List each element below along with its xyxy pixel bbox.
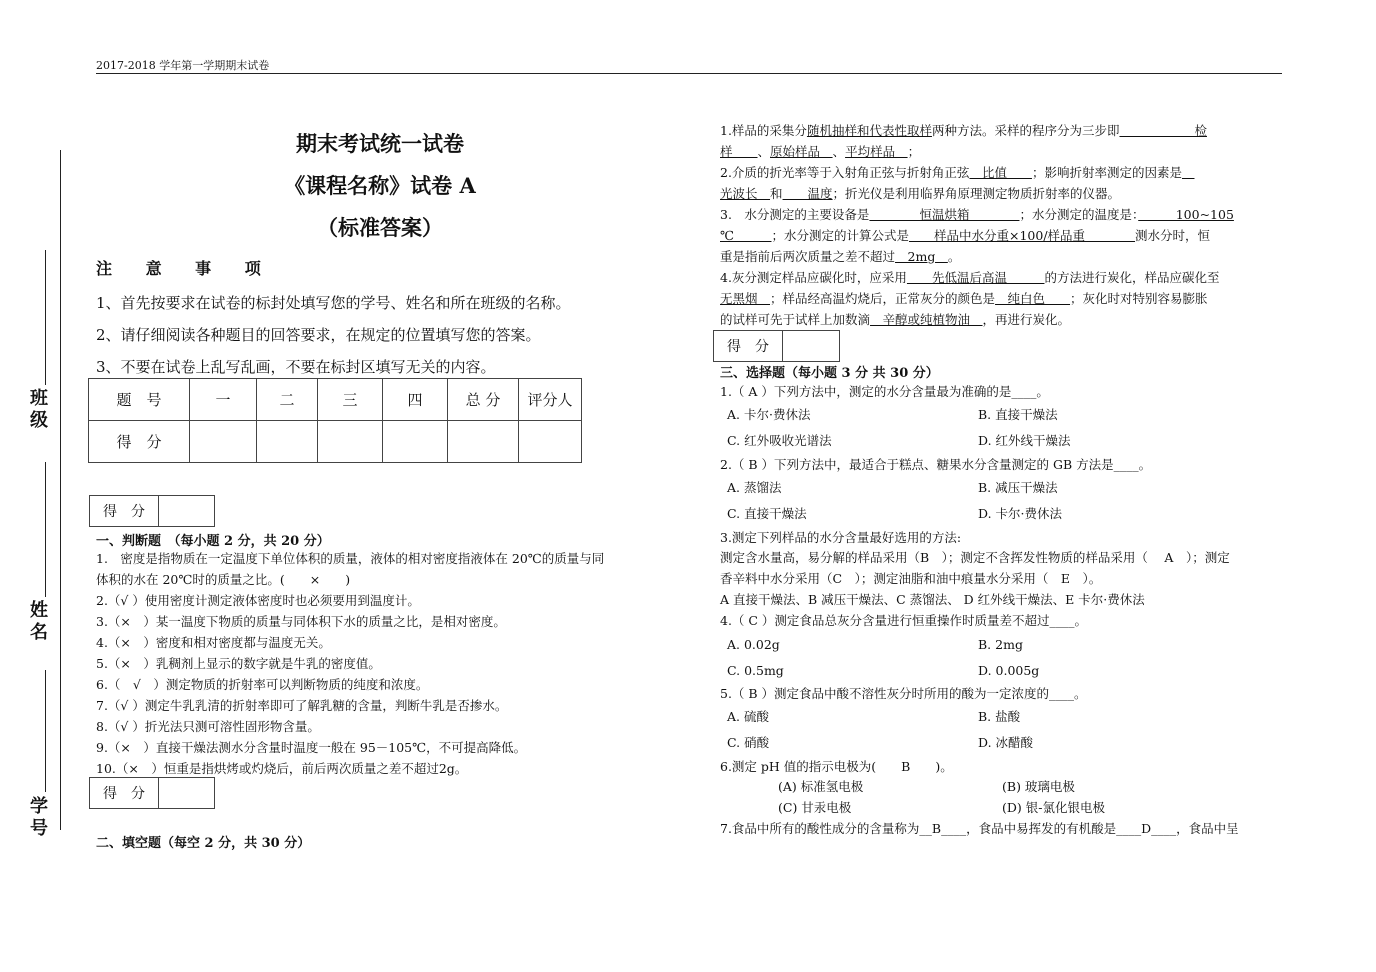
choice-option: D. 卡尔·费休法 xyxy=(978,506,1062,521)
name-label: 姓名 xyxy=(30,600,48,643)
fill-answer xyxy=(1182,165,1195,180)
judge-item: 5.（× ）乳稠剂上显示的数字就是牛乳的密度值。 xyxy=(96,656,381,671)
fill-line xyxy=(720,162,1282,183)
fill-text: ；灰化时对特别容易膨胀 xyxy=(1070,291,1208,306)
judge-item: 3.（× ）某一温度下物质的质量与同体积下水的质量之比，是相对密度。 xyxy=(96,614,506,629)
fill-line xyxy=(720,120,1282,141)
choice-option: C. 红外吸收光谱法 xyxy=(727,433,832,448)
choice-question-4: 4.（ C ）测定食品总灰分含量进行恒重操作时质量差不超过____。 xyxy=(720,613,1087,628)
fill-section-title: 二、填空题（每空 2 分，共 30 分） xyxy=(96,836,311,851)
choice-q3-line: 香辛料中水分采用（C ）；测定油脂和油中痕量水分采用（ E ）。 xyxy=(720,571,1102,586)
fill-text: ；水分测定的计算公式是 xyxy=(771,228,909,243)
score-box-value[interactable] xyxy=(159,496,215,527)
choice-option: A. 0.02g xyxy=(727,637,780,652)
choice-question-7: 7.食品中所有的酸性成分的含量称为__B____，食品中易挥发的有机酸是____D____，食品中呈 xyxy=(720,821,1239,836)
choice-option: (D) 银-氯化银电极 xyxy=(1002,800,1105,815)
fill-answer: 先低温后高温 xyxy=(906,270,1045,285)
score-header-cell: 评分人 xyxy=(519,379,582,421)
fill-answer: 恒温烘箱 xyxy=(869,207,1020,222)
fill-text: 1.样品的采集分 xyxy=(720,123,807,138)
fill-text: 。 xyxy=(947,249,961,264)
choice-option: A. 硫酸 xyxy=(727,709,769,724)
fill-text: 4.灰分测定样品应碳化时，应采用 xyxy=(720,270,907,285)
section3-score-box xyxy=(713,330,840,362)
judge-item: 2.（√ ）使用密度计测定液体密度时也必须要用到温度计。 xyxy=(96,593,420,608)
judge-item: 7.（√ ）测定牛乳乳清的折射率即可了解乳糖的含量，判断牛乳是否掺水。 xyxy=(96,698,508,713)
fill-text: 、 xyxy=(832,144,846,159)
exam-subtitle: 《课程名称》试卷 A xyxy=(284,173,476,198)
choice-option: C. 硝酸 xyxy=(727,735,770,750)
choice-q3-line: 测定含水量高，易分解的样品采用（B ）；测定不含挥发性物质的样品采用（ A ）；测定 xyxy=(720,550,1230,565)
fill-line xyxy=(720,288,1282,309)
fill-line xyxy=(720,309,1282,330)
choice-option: (A) 标准氢电极 xyxy=(778,779,864,794)
fill-answer: 比值 xyxy=(969,165,1032,180)
fill-line xyxy=(720,204,1282,225)
fill-answer: 随机抽样和代表性取样 xyxy=(806,123,932,138)
choice-question-1: 1.（ A ）下列方法中，测定的水分含量最为准确的是____。 xyxy=(720,384,1049,399)
choice-option: (B) 玻璃电极 xyxy=(1002,779,1075,794)
judge-item: 8.（√ ）折光法只测可溶性固形物含量。 xyxy=(96,719,320,734)
judge-item: 6.（ √ ）测定物质的折射率可以判断物质的纯度和浓度。 xyxy=(96,677,429,692)
choice-option: B. 2mg xyxy=(978,637,1023,652)
judge-item: 体积的水在 20℃时的质量之比。( × ) xyxy=(96,572,351,587)
choice-question-5: 5.（ B ）测定食品中酸不溶性灰分时所用的酸为一定浓度的____。 xyxy=(720,686,1087,701)
notice-rule-2: 2、请仔细阅读各种题目的回答要求，在规定的位置填写您的答案。 xyxy=(96,326,541,344)
choice-option: A. 蒸馏法 xyxy=(727,480,782,495)
id-fill-line[interactable] xyxy=(45,670,46,792)
choice-section-title: 三、选择题（每小题 3 分 共 30 分） xyxy=(720,366,939,381)
exam-title: 期末考试统一试卷 xyxy=(296,131,464,156)
fill-line xyxy=(720,141,1282,162)
score-value-row xyxy=(89,421,582,463)
fill-answer: 100~105 xyxy=(1138,207,1234,222)
choice-question-3: 3.测定下列样品的水分含量最好选用的方法: xyxy=(720,530,962,545)
score-box-value[interactable] xyxy=(783,331,840,362)
fill-answer: 样品中水分重×100/样品重 xyxy=(909,228,1136,243)
fill-line xyxy=(720,183,1282,204)
score-box-value[interactable] xyxy=(159,778,215,809)
fill-line xyxy=(720,246,1282,267)
header-rule xyxy=(96,73,1282,74)
judge-item: 9.（× ）直接干燥法测水分含量时温度一般在 95－105℃，不可提高降低。 xyxy=(96,740,527,755)
section1-score-box xyxy=(89,495,215,527)
fill-text: 的方法进行炭化，样品应碳化至 xyxy=(1044,270,1220,285)
fill-text: ；折光仪是利用临界角原理测定物质折射率的仪器。 xyxy=(832,186,1121,201)
fill-text: ；影响折射率测定的因素是 xyxy=(1031,165,1182,180)
score-header-row xyxy=(89,379,582,421)
class-fill-line[interactable] xyxy=(45,250,46,385)
choice-option: B. 减压干燥法 xyxy=(978,480,1058,495)
fill-answer: 平均样品 xyxy=(845,144,908,159)
fill-answer: 辛醇或纯植物油 xyxy=(870,312,983,327)
score-header-cell: 三 xyxy=(318,379,383,421)
fill-answer: 纯白色 xyxy=(995,291,1071,306)
judge-item: 4.（× ）密度和相对密度都与温度无关。 xyxy=(96,635,331,650)
choice-option: B. 盐酸 xyxy=(978,709,1021,724)
score-header-cell: 总 分 xyxy=(448,379,519,421)
fill-answer: ℃ xyxy=(720,228,772,243)
fill-text: 、 xyxy=(757,144,771,159)
score-box-label: 得 分 xyxy=(714,331,783,362)
score-header-cell: 四 xyxy=(383,379,448,421)
score-cell[interactable] xyxy=(383,421,448,463)
fill-answer: 温度 xyxy=(782,186,833,201)
score-row-label: 得 分 xyxy=(89,421,190,463)
fill-answer: 检 xyxy=(1119,123,1207,138)
score-cell[interactable] xyxy=(257,421,318,463)
fill-text: 的试样可先于试样上加数滴 xyxy=(720,312,871,327)
fill-line xyxy=(720,225,1282,246)
score-cell[interactable] xyxy=(448,421,519,463)
score-cell[interactable] xyxy=(519,421,582,463)
fill-answer: 样 xyxy=(720,144,758,159)
fill-answer: 2mg xyxy=(895,249,948,264)
choice-q3-options: A 直接干燥法、B 减压干燥法、C 蒸馏法、 D 红外线干燥法、E 卡尔·费休法 xyxy=(720,592,1145,607)
judge-section-title: 一、判断题 （每小题 2 分，共 20 分） xyxy=(96,534,330,549)
score-cell[interactable] xyxy=(318,421,383,463)
fill-answer: 原始样品 xyxy=(770,144,833,159)
choice-option: D. 0.005g xyxy=(978,663,1040,678)
fill-text: ，再进行炭化。 xyxy=(982,312,1071,327)
score-header-cell: 二 xyxy=(257,379,318,421)
choice-question-2: 2.（ B ）下列方法中，最适合于糕点、糖果水分含量测定的 GB 方法是____。 xyxy=(720,457,1152,472)
score-box-label: 得 分 xyxy=(90,778,159,809)
binding-line xyxy=(60,150,61,830)
notice-rule-3: 3、不要在试卷上乱写乱画，不要在标封区填写无关的内容。 xyxy=(96,358,496,376)
choice-option: B. 直接干燥法 xyxy=(978,407,1058,422)
fill-text: 和 xyxy=(770,186,783,201)
fill-text: 两种方法。采样的程序分为三步即 xyxy=(931,123,1120,138)
fill-text: ；样品经高温灼烧后，正常灰分的颜色是 xyxy=(770,291,996,306)
fill-text: 3. 水分测定的主要设备是 xyxy=(720,207,870,222)
answer-key-label: （标准答案） xyxy=(317,215,443,240)
choice-question-6: 6.测定 pH 值的指示电极为( B )。 xyxy=(720,759,953,774)
fill-text: ； xyxy=(907,144,921,159)
fill-line xyxy=(720,267,1282,288)
choice-option: (C) 甘汞电极 xyxy=(778,800,852,815)
fill-answer: 光波长 xyxy=(720,186,771,201)
fill-text: ；水分测定的温度是： xyxy=(1019,207,1139,222)
name-fill-line[interactable] xyxy=(45,462,46,597)
score-table xyxy=(88,378,582,463)
score-header-cell: 一 xyxy=(190,379,257,421)
fill-text: 重是指前后两次质量之差不超过 xyxy=(720,249,896,264)
choice-option: C. 直接干燥法 xyxy=(727,506,807,521)
notice-heading: 注 意 事 项 xyxy=(96,259,275,278)
fill-list xyxy=(720,120,1282,330)
score-header-cell: 题 号 xyxy=(89,379,190,421)
choice-option: A. 卡尔·费休法 xyxy=(727,407,811,422)
page-header: 2017-2018 学年第一学期期末试卷 xyxy=(96,59,270,72)
fill-answer: 无黑烟 xyxy=(720,291,771,306)
fill-text: 2.介质的折光率等于入射角正弦与折射角正弦 xyxy=(720,165,970,180)
choice-option: C. 0.5mg xyxy=(727,663,784,678)
judge-item: 1. 密度是指物质在一定温度下单位体积的质量，液体的相对密度指液体在 20℃的质量与同 xyxy=(96,551,605,566)
score-cell[interactable] xyxy=(190,421,257,463)
fill-text: 测水分时，恒 xyxy=(1135,228,1211,243)
score-box-label: 得 分 xyxy=(90,496,159,527)
class-label: 班级 xyxy=(30,388,48,431)
judge-item: 10.（× ）恒重是指烘烤或灼烧后，前后两次质量之差不超过2g。 xyxy=(96,761,468,776)
notice-rule-1: 1、首先按要求在试卷的标封处填写您的学号、姓名和所在班级的名称。 xyxy=(96,294,571,312)
choice-option: D. 红外线干燥法 xyxy=(978,433,1071,448)
choice-option: D. 冰醋酸 xyxy=(978,735,1034,750)
section2-score-box xyxy=(89,777,215,809)
id-label: 学号 xyxy=(30,796,48,839)
judge-list xyxy=(96,548,604,779)
